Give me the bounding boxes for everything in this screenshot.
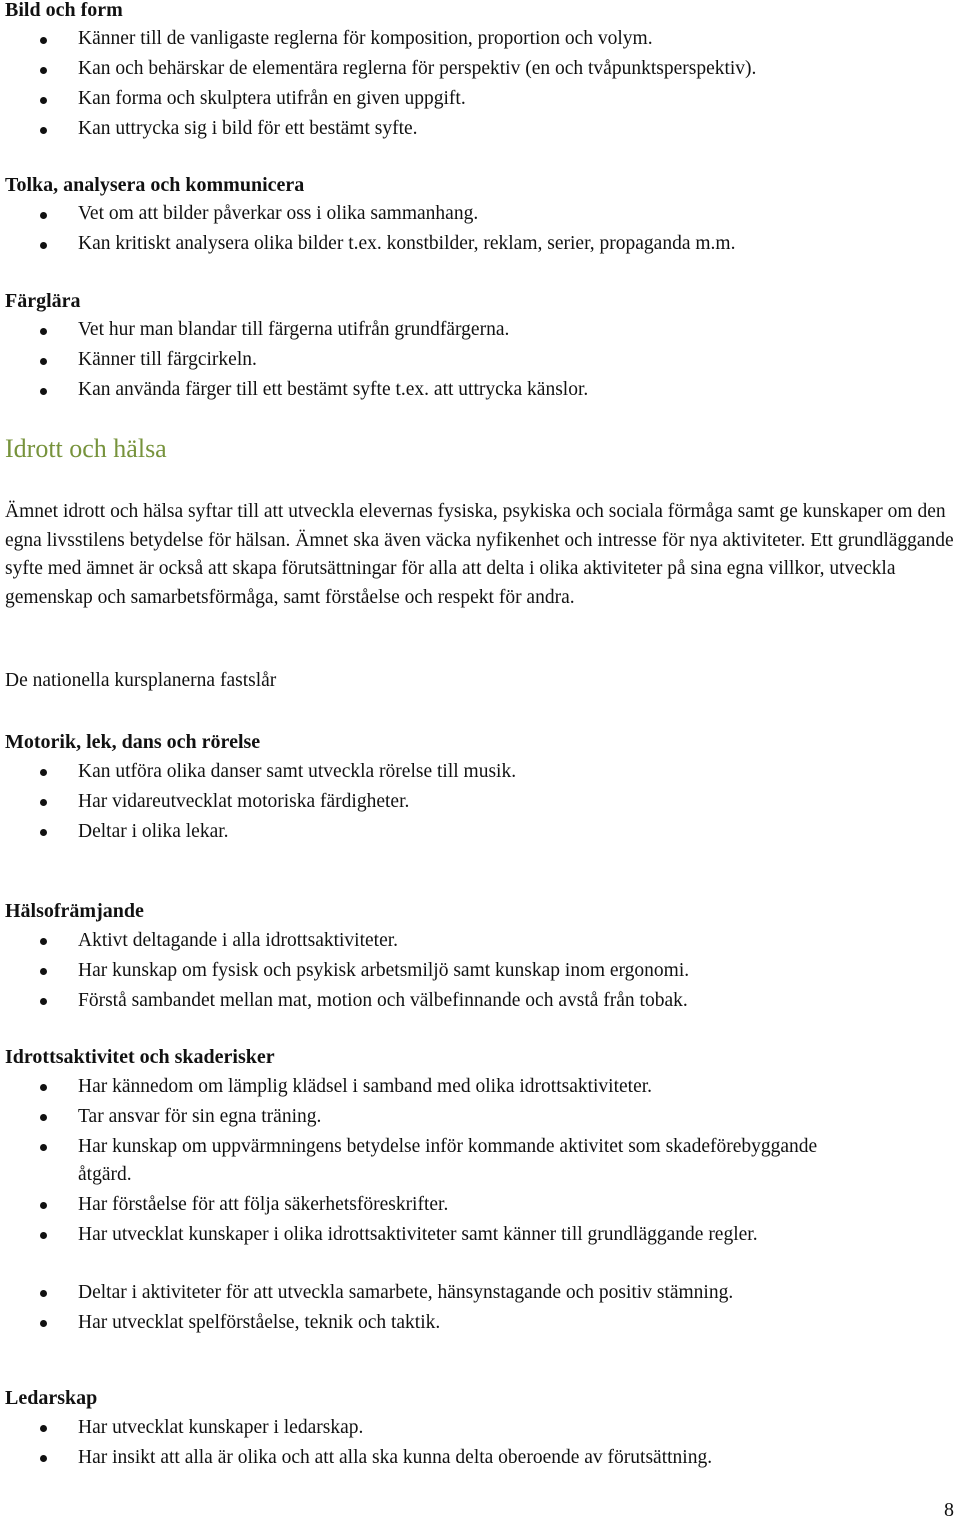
bullet-icon: [40, 1114, 47, 1121]
list-item: Har kunskap om fysisk och psykisk arbetsmiljö samt kunskap inom ergonomi.: [78, 960, 690, 981]
page-number: 8: [944, 1499, 954, 1521]
bullet-icon: [40, 127, 47, 134]
nationella-kursplaner-text: De nationella kursplanerna fastslår: [5, 670, 277, 691]
bullet-icon: [40, 242, 47, 249]
bullet-icon: [40, 1455, 47, 1462]
list-item: Kan och behärskar de elementära reglerna för perspektiv (en och tvåpunktsperspektiv).: [78, 58, 757, 79]
list-item: Kan utföra olika danser samt utveckla rörelse till musik.: [78, 761, 517, 782]
bullet-icon: [40, 799, 47, 806]
list-item: Vet om att bilder påverkar oss i olika sammanhang.: [78, 203, 479, 224]
list-item: Deltar i aktiviteter för att utveckla samarbete, hänsynstagande och positiv stämning.: [78, 1282, 734, 1303]
list-item: Har kunskap om uppvärmningens betydelse inför kommande aktivitet som skadeförebyggande åtgärd.: [78, 1136, 818, 1185]
list-item: Känner till de vanligaste reglerna för komposition, proportion och volym.: [78, 28, 653, 49]
heading-tolka-analysera: Tolka, analysera och kommunicera: [5, 174, 305, 196]
heading-bild-och-form: Bild och form: [5, 0, 123, 21]
list-item: Kan kritiskt analysera olika bilder t.ex. konstbilder, reklam, serier, propaganda m.m.: [78, 233, 736, 254]
bullet-icon: [40, 938, 47, 945]
bullet-icon: [40, 1290, 47, 1297]
bullet-icon: [40, 37, 47, 44]
heading-ledarskap: Ledarskap: [5, 1387, 98, 1409]
bullet-icon: [40, 1144, 47, 1151]
bullet-icon: [40, 1320, 47, 1327]
bullet-icon: [40, 212, 47, 219]
heading-skaderisker: Idrottsaktivitet och skaderisker: [5, 1046, 275, 1068]
list-item: Förstå sambandet mellan mat, motion och välbefinnande och avstå från tobak.: [78, 990, 688, 1011]
bullet-icon: [40, 388, 47, 395]
bullet-icon: [40, 769, 47, 776]
bullet-icon: [40, 358, 47, 365]
bullet-icon: [40, 1202, 47, 1209]
bullet-icon: [40, 968, 47, 975]
list-item: Har utvecklat kunskaper i ledarskap.: [78, 1417, 364, 1438]
list-item: Har förståelse för att följa säkerhetsföreskrifter.: [78, 1194, 449, 1215]
list-item: Aktivt deltagande i alla idrottsaktiviteter.: [78, 930, 399, 951]
list-item: Har utvecklat kunskaper i olika idrottsaktiviteter samt känner till grundläggande regler.: [78, 1224, 758, 1245]
heading-farglara: Färglära: [5, 290, 81, 312]
list-item: Känner till färgcirkeln.: [78, 349, 257, 370]
list-item: Kan forma och skulptera utifrån en given uppgift.: [78, 88, 466, 109]
heading-halsoframjande: Hälsofrämjande: [5, 900, 144, 922]
heading-motorik: Motorik, lek, dans och rörelse: [5, 731, 261, 753]
bullet-icon: [40, 1425, 47, 1432]
list-item: Vet hur man blandar till färgerna utifrån grundfärgerna.: [78, 319, 510, 340]
bullet-icon: [40, 829, 47, 836]
list-item: Har kännedom om lämplig klädsel i samband med olika idrottsaktiviteter.: [78, 1076, 653, 1097]
list-item: Har vidareutvecklat motoriska färdigheter.: [78, 791, 410, 812]
list-item: Kan uttrycka sig i bild för ett bestämt syfte.: [78, 118, 418, 139]
bullet-icon: [40, 1232, 47, 1239]
list-item: Har insikt att alla är olika och att alla ska kunna delta oberoende av förutsättning.: [78, 1447, 713, 1468]
bullet-icon: [40, 1084, 47, 1091]
bullet-icon: [40, 67, 47, 74]
list-item: Kan använda färger till ett bestämt syfte t.ex. att uttrycka känslor.: [78, 379, 589, 400]
list-item: Deltar i olika lekar.: [78, 821, 229, 842]
section-title-idrott: Idrott och hälsa: [5, 434, 167, 463]
bullet-icon: [40, 328, 47, 335]
list-item: Har utvecklat spelförståelse, teknik och taktik.: [78, 1312, 441, 1333]
bullet-icon: [40, 998, 47, 1005]
bullet-icon: [40, 97, 47, 104]
intro-paragraph: Ämnet idrott och hälsa syftar till att utveckla elevernas fysiska, psykiska och sociala förmåga samt ge kunskaper om den egna livsstilens betydelse för hälsan. Ämnet ska även väcka nyfikenhet och intresse för nya aktiviteter. Ett grundläggande syfte med ämnet är också att skapa förutsättningar för alla att delta i olika aktiviteter på sina egna villkor, utveckla gemenskap och samarbetsförmåga, samt förståelse och respekt för andra.: [5, 501, 954, 608]
list-item: Tar ansvar för sin egna träning.: [78, 1106, 322, 1127]
